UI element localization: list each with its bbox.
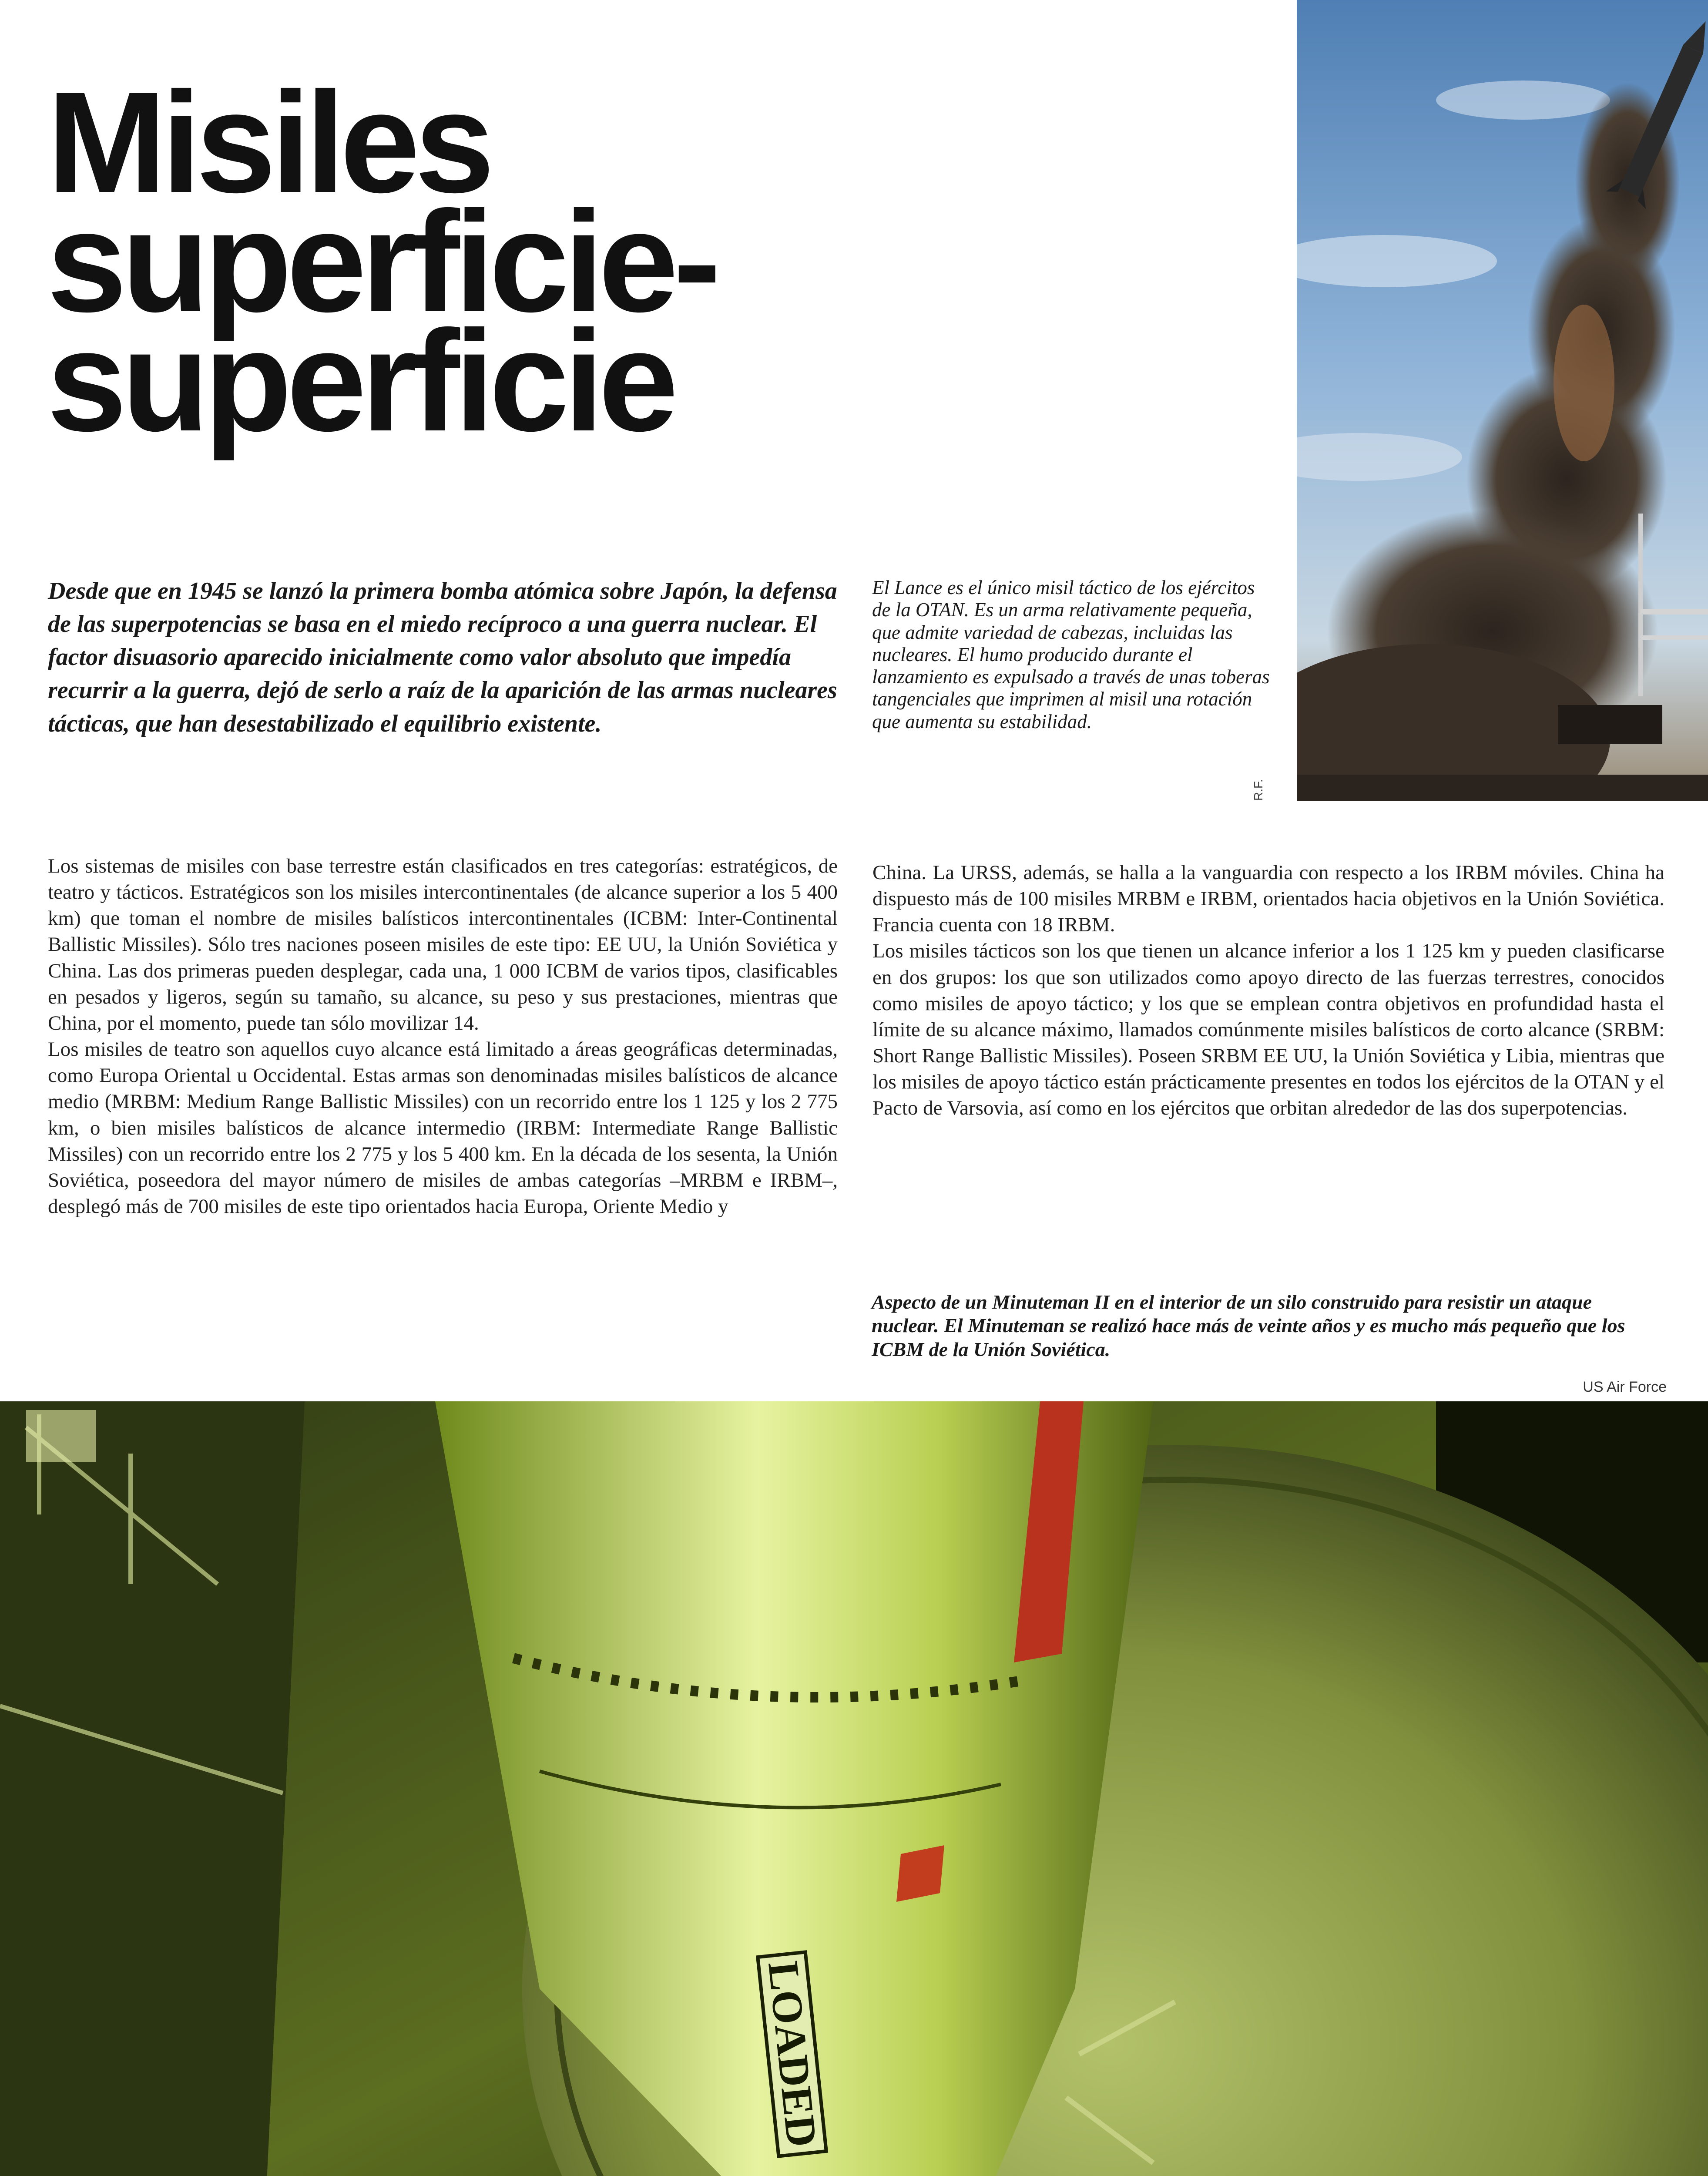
missile-loaded-marking: LOADED — [758, 1959, 827, 2149]
launch-photo-caption: El Lance es el único misil táctico de los ejércitos de la OTAN. Es un arma relativamente pequeña, que admite variedad de cabezas, incluidas las nucleares. El humo producido durante el lanzamiento es expulsado a través de unas toberas tangenciales que imprimen al misil una rotación que aumenta su estabilidad. — [872, 577, 1270, 732]
silo-photo — [0, 1401, 1708, 2176]
page-title — [47, 62, 787, 461]
body-column-right — [872, 860, 1664, 1122]
silo-photo-credit: US Air Force — [1583, 1379, 1667, 1395]
title-line-2: superficie- — [47, 181, 716, 342]
body-paragraph: Los misiles tácticos son los que tienen un alcance inferior a los 1 125 km y pueden clasificarse en dos grupos: los que son utilizados como apoyo directo de las fuerzas terrestres, conocidos como misiles de apoyo táctico; y los que se emplean contra objetivos en profundidad hasta el límite de su alcance máximo, llamados comúnmente misiles balísticos de corto alcance (SRBM: Short Range Ballistic Missiles). Poseen SRBM EE UU, la Unión Soviética y Libia, mientras que los misiles de apoyo táctico están prácticamente presentes en todos los ejércitos de la OTAN y el Pacto de Varsovia, así como en los ejércitos que orbitan alrededor de las dos superpotencias. — [872, 940, 1664, 1120]
silo-photo-caption: Aspecto de un Minuteman II en el interior de un silo construido para resistir un ataque nuclear. El Minuteman se realizó hace más de veinte años y es mucho más pequeño que los ICBM de la Unión Soviética. — [872, 1291, 1625, 1360]
body-paragraph: China. La URSS, además, se halla a la vanguardia con respecto a los IRBM móviles. China ha dispuesto más de 100 misiles MRBM e IRBM, orientados hacia objetivos en la Unión Soviética. Francia cuenta con 18 IRBM. — [872, 861, 1664, 937]
body-column-left — [48, 853, 838, 1375]
rocket-launch-image — [1297, 0, 1708, 801]
title-line-1: Misiles — [47, 62, 490, 222]
intro-paragraph: Desde que en 1945 se lanzó la primera bomba atómica sobre Japón, la defensa de las superpotencias se basa en el miedo recíproco a una guerra nuclear. El factor disuasorio aparecido inicialmente como valor absoluto que impedía recurrir a la guerra, dejó de serlo a raíz de la aparición de las armas nucleares tácticas, que han desestabilizado el equilibrio existente. — [48, 578, 837, 737]
launch-photo — [1297, 0, 1708, 801]
title-line-3: superficie — [47, 300, 673, 461]
launch-photo-credit: R.F. — [1252, 779, 1265, 801]
minuteman-silo-image — [0, 1401, 1708, 2176]
body-paragraph: Los sistemas de misiles con base terrestre están clasificados en tres categorías: estratégicos, de teatro y tácticos. Estratégicos son los misiles intercontinentales (de alcance superior a los 5 400 km) que toman el nombre de misiles balísticos intercontinentales (ICBM: Inter-Continental Ballistic Missiles). Sólo tres naciones poseen misiles de este tipo: EE UU, la Unión Soviética y China. Las dos primeras pueden desplegar, cada una, 1 000 ICBM de varios tipos, clasificables en pesados y ligeros, según su tamaño, su alcance, su peso y sus prestaciones, mientras que China, por el momento, puede tan sólo movilizar 14. — [48, 855, 838, 1034]
body-paragraph: Los misiles de teatro son aquellos cuyo alcance está limitado a áreas geográficas determinadas, como Europa Oriental u Occidental. Estas armas son denominadas misiles balísticos de alcance medio (MRBM: Medium Range Ballistic Missiles) con un recorrido entre los 1 125 y los 2 775 km, o bien misiles balísticos de alcance intermedio (IRBM: Intermediate Range Ballistic Missiles) con un recorrido entre los 2 775 y los 5 400 km. En la década de los sesenta, la Unión Soviética, poseedora del mayor número de misiles de ambas categorías –MRBM e IRBM–, desplegó más de 700 misiles de este tipo orientados hacia Europa, Oriente Medio y — [48, 1038, 838, 1218]
